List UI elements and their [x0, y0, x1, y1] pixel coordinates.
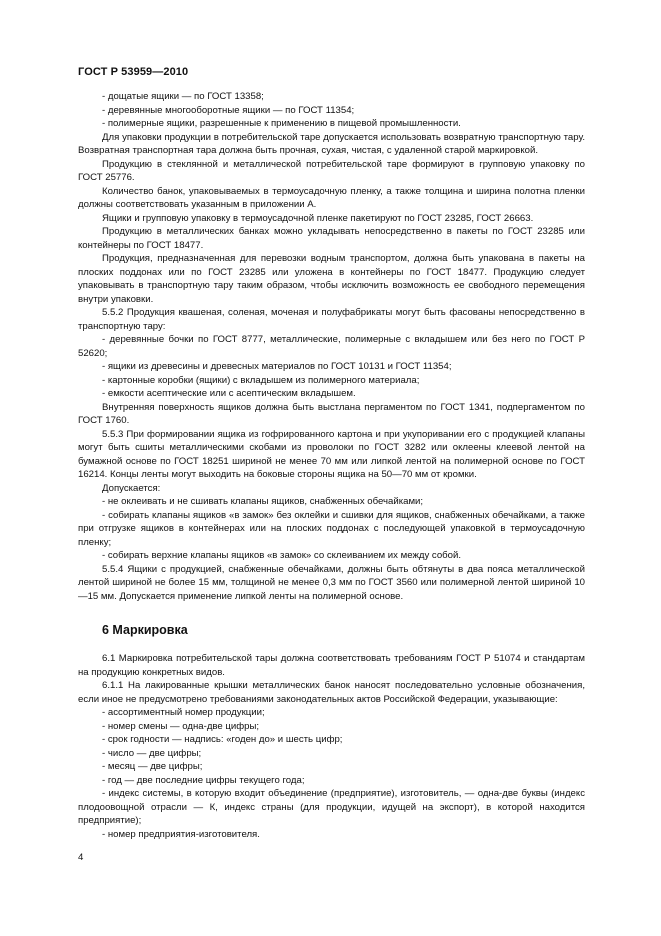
paragraph: Допускается: [102, 482, 161, 494]
paragraph: Продукцию в металлических банках можно укладывать непосредственно в пакеты по ГОСТ 23285 или контейнеры по ГОСТ 18477. [78, 226, 585, 251]
list-item: - полимерные ящики, разрешенные к применению в пищевой промышленности. [102, 118, 461, 129]
clause-5-5-4: 5.5.4 Ящики с продукцией, снабженные обечайками, должны быть обтянуты в два пояса металлической лентой шириной не более 15 мм, толщиной не менее 0,3 мм по ГОСТ 3560 или полимерной лентой шириной 10—15 мм. Допускается применение липкой ленты на полимерной основе. [78, 563, 585, 602]
list-item: - не оклеивать и не сшивать клапаны ящиков, снабженных обечайками; [102, 496, 424, 507]
list-item: - собирать клапаны ящиков «в замок» без оклейки и сшивки для ящиков, снабженных обечайками, а также при отгрузке ящиков в контейнерах или на плоских поддонах с последующей упаковкой в термоусадочную пленку; [78, 509, 585, 548]
list-item: - собирать верхние клапаны ящиков «в замок» со склеиванием их между собой. [102, 550, 462, 561]
paragraph: Количество банок, упаковываемых в термоусадочную пленку, а также толщина и ширина полотна пленки должны соответствовать указанным в приложении А. [78, 185, 585, 210]
paragraph: Продукцию в стеклянной и металлической потребительской таре формируют в групповую упаковку по ГОСТ 25776. [78, 158, 585, 183]
list-item: - номер предприятия-изготовителя. [102, 828, 260, 840]
list-item: - срок годности — надпись: «годен до» и шесть цифр; [102, 734, 343, 745]
list-item: - число — две цифры; [102, 747, 202, 759]
clause-6-1-1: 6.1.1 На лакированные крышки металлических банок наносят последовательно условные обозначения, если иное не предусмотрено требованиями законодательных актов Российской Федерации, указывающие: [78, 680, 585, 705]
list-item: - емкости асептические или с асептическим вкладышем. [102, 388, 356, 399]
list-item: - ассортиментный номер продукции; [102, 707, 265, 718]
list-item: - дощатые ящики — по ГОСТ 13358; [102, 91, 264, 102]
clause-5-5-3: 5.5.3 При формировании ящика из гофрированного картона и при укупоривании его с продукцией клапаны могут быть сшиты металлическими скобами из проволоки по ГОСТ 3282 или оклеены клеевой лентой на бумажной основе по ГОСТ 18251 шириной не менее 70 мм или липкой лентой на полимерной основе по ГОСТ 16214. Концы ленты могут выходить на боковые стороны ящика на 50—70 мм от кромки. [78, 428, 585, 480]
list-item: - месяц — две цифры; [102, 761, 203, 772]
list-item: - картонные коробки (ящики) с вкладышем из полимерного материала; [102, 374, 420, 386]
list-item: - ящики из древесины и древесных материалов по ГОСТ 10131 и ГОСТ 11354; [102, 361, 452, 372]
clause-6-1: 6.1 Маркировка потребительской тары должна соответствовать требованиям ГОСТ Р 51074 и стандартам на продукцию конкретных видов. [78, 653, 585, 678]
list-item: - год — две последние цифры текущего года; [102, 774, 305, 786]
page-content [78, 90, 585, 841]
paragraph: Внутренняя поверхность ящиков должна быть выстлана пергаментом по ГОСТ 1341, подпергаментом по ГОСТ 1760. [78, 401, 585, 426]
paragraph: Продукция, предназначенная для перевозки водным транспортом, должна быть упакована в пакеты на плоских поддонах или по ГОСТ 23285 или уложена в контейнеры по ГОСТ 18477. Продукцию следует упаковывать в транспортную тару таким образом, чтобы исключить возможность ее свободного перемещения внутри упаковки. [78, 253, 585, 305]
page-number: 4 [78, 852, 84, 863]
paragraph: Ящики и групповую упаковку в термоусадочной пленке пакетируют по ГОСТ 23285, ГОСТ 26663. [102, 212, 534, 224]
list-item: - индекс системы, в которую входит объединение (предприятие), изготовитель, — одна-две буквы (индекс плодоовощной отрасли — К, индекс страны (для продукции, идущей на экспорт), в которой находится предприятие); [78, 788, 585, 826]
list-item: - деревянные многооборотные ящики — по ГОСТ 11354; [102, 104, 355, 116]
clause-5-5-2: 5.5.2 Продукция квашеная, соленая, моченая и полуфабрикаты могут быть фасованы непосредственно в транспортную тару: [78, 307, 585, 332]
paragraph: Для упаковки продукции в потребительской таре допускается использовать возвратную транспортную тару. Возвратная транспортная тара должна быть прочная, сухая, чистая, с удаленной старой маркировкой. [78, 131, 585, 156]
document-header: ГОСТ Р 53959—2010 [78, 66, 189, 78]
list-item: - деревянные бочки по ГОСТ 8777, металлические, полимерные с вкладышем или без него по ГОСТ Р 52620; [78, 334, 585, 359]
list-item: - номер смены — одна-две цифры; [102, 720, 260, 732]
section-heading: 6 Маркировка [102, 623, 188, 637]
